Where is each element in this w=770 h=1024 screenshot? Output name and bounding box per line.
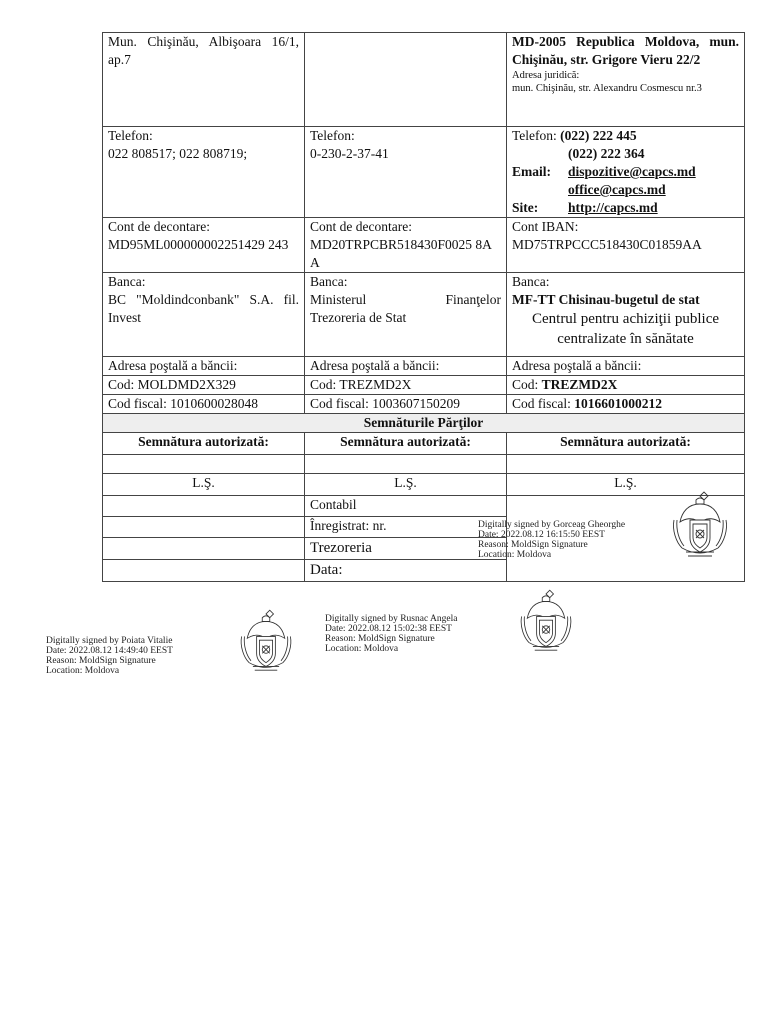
phone-party2 [305,127,507,218]
postal-party1: Adresa poştală a băncii: [103,357,305,376]
phone-value: 0-230-2-37-41 [310,146,389,161]
signature-signer: Digitally signed by Rusnac Angela [325,614,458,624]
registered-label: Înregistrat: nr. [305,517,507,538]
authorized-signature-row [103,433,745,455]
bank-label: Banca: [310,274,348,289]
phone-value-2: (022) 222 364 [568,146,645,161]
fiscal-code-row [103,395,745,414]
bank-beneficiary: Centrul pentru achiziţii publice centralizate în sănătate [531,311,720,347]
signature-space-party2 [305,455,507,474]
signature-reason: Reason: MoldSign Signature [325,634,435,644]
bank-party3 [507,273,745,357]
accountant-row [103,496,745,517]
fiscal-code-party2: Cod fiscal: 1003607150209 [305,395,507,414]
address-party2 [305,33,507,127]
bank-code-row [103,376,745,395]
bank-value: Ministerul Finanţelor [310,292,501,307]
phone-row [103,127,745,218]
date-label: Data: [305,560,507,582]
address-party3 [507,33,745,127]
phone-label: Telefon: [108,128,153,143]
phone-value: (022) 222 445 [560,128,637,143]
bank-code-label: Cod: [512,377,539,392]
stamp-place-party2: L.Ş. [305,474,507,496]
bank-party1 [103,273,305,357]
fiscal-code-party3 [507,395,745,414]
bank-row [103,273,745,357]
authorized-signature-party2: Semnătura autorizată: [305,433,507,455]
signature-signer: Digitally signed by Gorceag Gheorghe [478,520,626,530]
digital-signature-3 [325,614,457,654]
account-party1 [103,218,305,273]
account-label: Cont de decontare: [310,219,412,234]
account-party2 [305,218,507,273]
signature-space-party1 [103,455,305,474]
registered-row [103,517,745,538]
bank-party2 [305,273,507,357]
address-party3-main: MD-2005 Republica Moldova, mun. Chişinău, str. Grigore Vieru 22/2 [512,34,739,67]
fiscal-code-party1: Cod fiscal: 1010600028048 [103,395,305,414]
bank-code-party3 [507,376,745,395]
authorized-signature-party1: Semnătura autorizată: [103,433,305,455]
account-row [103,218,745,273]
authorized-signature-party3: Semnătura autorizată: [507,433,745,455]
bank-code-value: TREZMD2X [541,377,618,392]
empty-cell [103,517,305,538]
treasury-label: Trezoreria [305,538,507,560]
moldova-coat-of-arms-icon [668,490,732,564]
signature-date: Date: 2022.08.12 16:15:50 EEST [478,530,605,540]
bank-label: Banca: [512,274,550,289]
site-link[interactable]: http://capcs.md [568,200,658,215]
account-label: Cont de decontare: [108,219,210,234]
signature-signer: Digitally signed by Poiata Vitalie [46,636,173,646]
address-party1: Mun. Chişinău, Albişoara 16/1, ap.7 [103,33,305,127]
email-link-1[interactable]: dispozitive@capcs.md [568,164,696,179]
signatures-title: Semnăturile Părţilor [103,414,745,433]
signature-reason: Reason: MoldSign Signature [46,656,156,666]
signature-location: Location: Moldova [46,666,120,676]
stamp-row [103,474,745,496]
email-label: Email: [512,164,551,179]
signature-reason: Reason: MoldSign Signature [478,540,588,550]
iban-label: Cont IBAN: [512,219,579,234]
stamp-place-party3: L.Ş. [507,474,745,496]
stamp-place-party1: L.Ş. [103,474,305,496]
signature-location: Location: Moldova [478,550,552,560]
moldova-coat-of-arms-icon [236,606,296,680]
signatures-title-row [103,414,745,433]
requisites-table [102,32,745,582]
address-row [103,33,745,127]
empty-cell [103,538,305,560]
phone-party3 [507,127,745,218]
moldova-coat-of-arms-icon [516,586,576,660]
legal-address-label: Adresa juridică: [512,70,580,81]
signature-space-party3 [507,455,745,474]
phone-value: 022 808517; 022 808719; [108,146,248,161]
empty-cell [103,560,305,582]
phone-party1 [103,127,305,218]
digital-signature-1 [478,520,625,560]
signature-space-row [103,455,745,474]
phone-label: Telefon: [512,128,557,143]
bank-value-2: Trezoreria de Stat [310,310,407,325]
signature-date: Date: 2022.08.12 15:02:38 EEST [325,624,452,634]
empty-cell [103,496,305,517]
account-value: MD20TRPCBR518430F0025 8AA [310,237,492,270]
legal-address-value: mun. Chişinău, str. Alexandru Cosmescu nr.3 [512,83,702,94]
postal-row [103,357,745,376]
date-row [103,560,745,582]
bank-label: Banca: [108,274,146,289]
signature-location: Location: Moldova [325,644,399,654]
postal-party3: Adresa poştală a băncii: [507,357,745,376]
account-party3 [507,218,745,273]
iban-value: MD75TRPCCC518430C01859AA [512,237,702,252]
digital-signature-2 [46,636,173,676]
fiscal-code-label: Cod fiscal: [512,396,571,411]
signature-date: Date: 2022.08.12 14:49:40 EEST [46,646,173,656]
fiscal-code-value: 1016601000212 [574,396,662,411]
account-value: MD95ML000000002251429 243 [108,237,289,252]
phone-label: Telefon: [310,128,355,143]
bank-code-party2: Cod: TREZMD2X [305,376,507,395]
email-link-2[interactable]: office@capcs.md [568,182,666,197]
bank-value: MF-TT Chisinau-bugetul de stat [512,292,700,307]
bank-code-party1: Cod: MOLDMD2X329 [103,376,305,395]
accountant-label: Contabil [305,496,507,517]
site-label: Site: [512,200,539,215]
treasury-row [103,538,745,560]
postal-party2: Adresa poştală a băncii: [305,357,507,376]
bank-value: BC "Moldindconbank" S.A. fil. Invest [108,292,299,325]
